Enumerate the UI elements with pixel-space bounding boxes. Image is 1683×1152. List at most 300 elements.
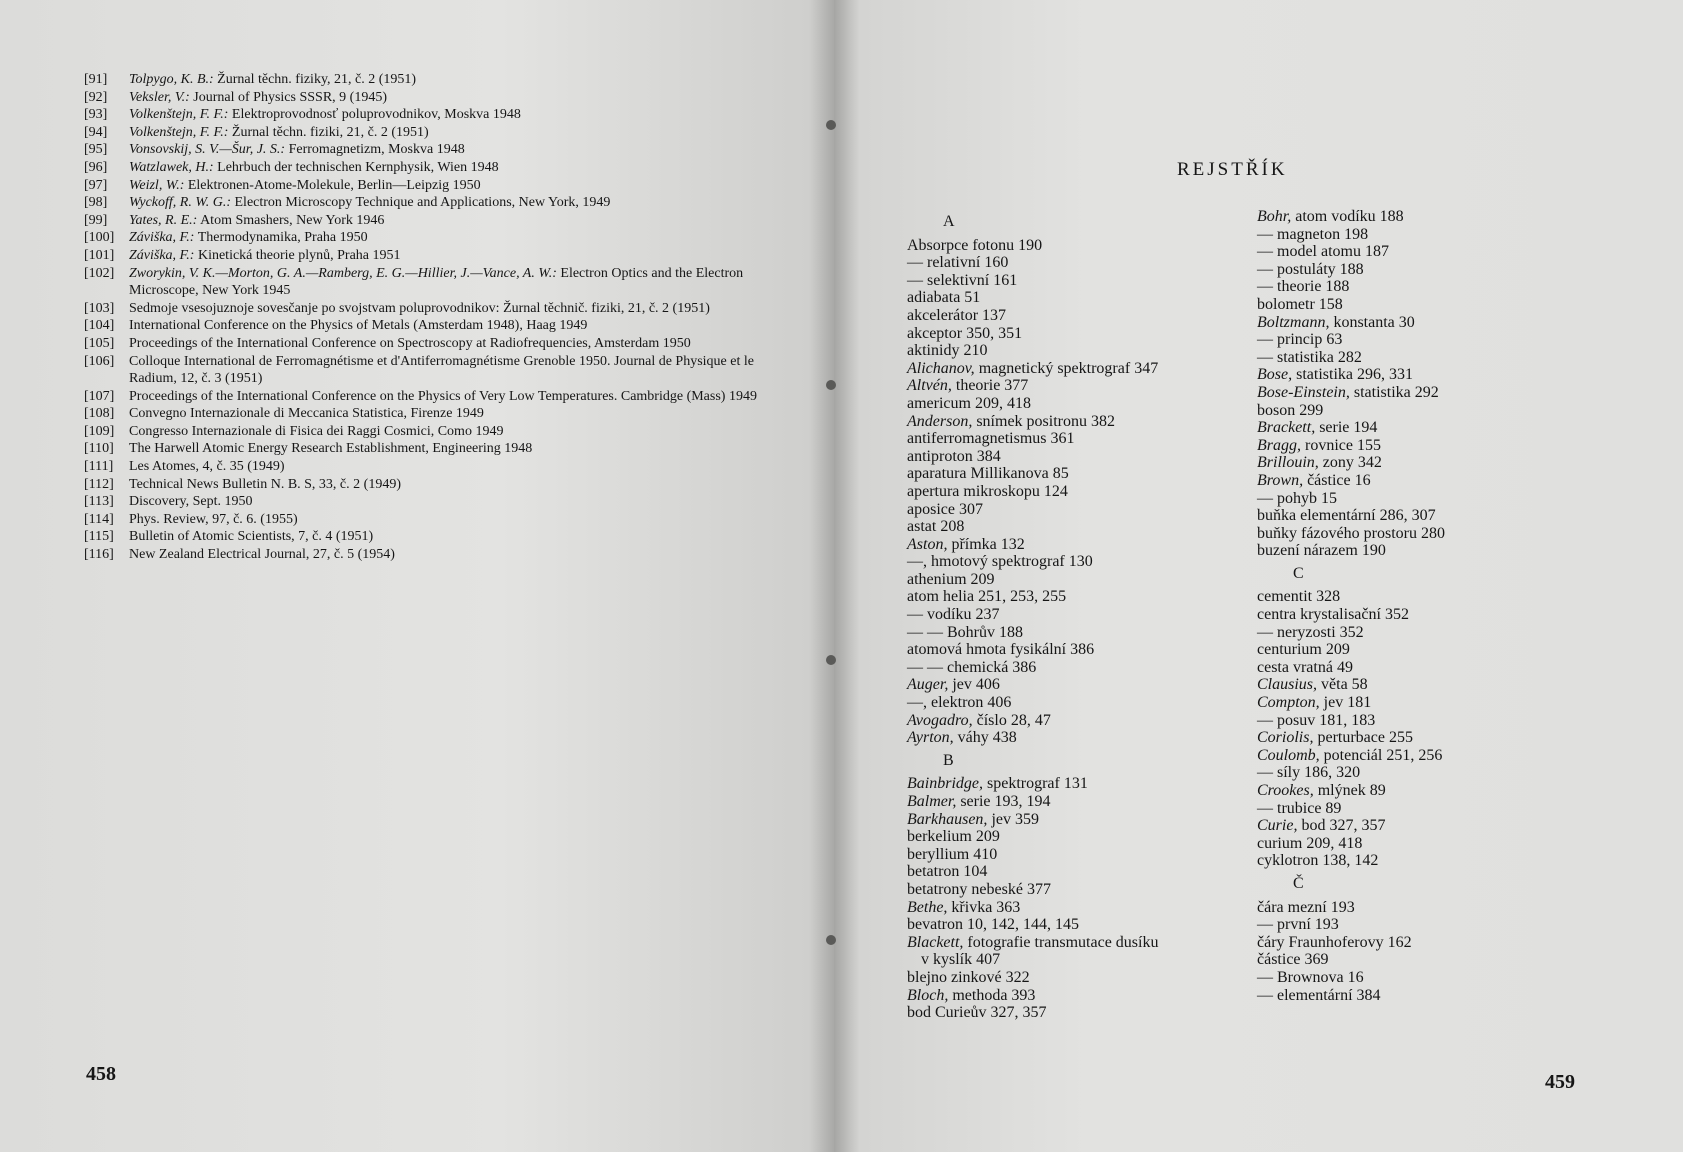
index-entry-name: Blackett, xyxy=(907,933,964,951)
reference-text: Žurnal těchn. fiziki, 21, č. 2 (1951) xyxy=(231,124,429,140)
index-entry-text: boson 299 xyxy=(1257,401,1324,419)
index-entry xyxy=(1257,969,1517,987)
index-entry-text: — první 193 xyxy=(1257,916,1339,934)
index-entry xyxy=(1257,817,1517,835)
reference-number: [94] xyxy=(84,124,108,140)
reference-author: Weizl, W.: xyxy=(129,177,185,193)
reference-number: [93] xyxy=(84,107,108,123)
index-entry-text: americum 209, 418 xyxy=(907,394,1031,412)
binding-stitch-icon xyxy=(826,120,836,130)
reference-item xyxy=(84,528,764,546)
reference-item xyxy=(84,89,764,107)
index-entry xyxy=(907,969,1237,987)
index-entry xyxy=(1257,835,1517,853)
index-entry xyxy=(907,694,1237,712)
index-entry-name: Brackett, xyxy=(1257,419,1316,437)
reference-item xyxy=(84,405,764,423)
index-entry-text: athenium 209 xyxy=(907,570,995,588)
index-entry-text: zony 342 xyxy=(1318,454,1382,472)
reference-text: Les Atomes, 4, č. 35 (1949) xyxy=(129,459,285,475)
index-entry xyxy=(907,1004,1237,1022)
reference-item xyxy=(84,423,764,441)
index-entry xyxy=(1257,606,1517,624)
binding-stitch-icon xyxy=(826,380,836,390)
reference-number: [101] xyxy=(84,247,115,263)
index-entry xyxy=(1257,472,1517,490)
binding-stitch-icon xyxy=(826,655,836,665)
reference-text: Discovery, Sept. 1950 xyxy=(129,494,253,510)
index-entry xyxy=(907,536,1237,554)
reference-number: [105] xyxy=(84,335,115,351)
reference-item xyxy=(84,177,764,195)
reference-number: [106] xyxy=(84,353,115,369)
index-entry xyxy=(1257,934,1517,952)
index-entry-text: konstanta 30 xyxy=(1329,313,1415,331)
reference-text: International Conference on the Physics of Metals (Amsterdam 1948), Haag 1949 xyxy=(129,318,588,334)
index-entry-text: — selektivní 161 xyxy=(907,271,1018,289)
index-entry-text: — pohyb 15 xyxy=(1257,489,1337,507)
reference-text: Congresso Internazionale di Fisica dei Raggi Cosmici, Como 1949 xyxy=(129,423,504,439)
reference-item xyxy=(84,229,764,247)
index-entry-text: fotografie transmutace dusíku xyxy=(963,933,1159,951)
index-entry-name: Balmer, xyxy=(907,793,957,810)
reference-text: Elektroprovodnosť poluprovodnikov, Moskva 1948 xyxy=(231,107,521,123)
index-entry xyxy=(907,448,1237,466)
reference-number: [114] xyxy=(84,511,114,527)
index-entry-name: Aston, xyxy=(907,535,948,553)
index-entry-name: Brillouin, xyxy=(1257,454,1319,472)
reference-author: Yates, R. E.: xyxy=(129,212,198,228)
index-entry-text: částice 16 xyxy=(1303,471,1371,489)
index-entry-text: perturbace 255 xyxy=(1313,729,1413,747)
index-entry xyxy=(907,811,1237,829)
reference-author: Volkenštejn, F. F.: xyxy=(129,107,229,123)
reference-author: Veksler, V.: xyxy=(129,89,190,105)
index-entry-text: aktinidy 210 xyxy=(907,342,988,360)
reference-number: [95] xyxy=(84,142,108,158)
index-entry-text: číslo 28, 47 xyxy=(972,711,1051,729)
index-entry-text: statistika 296, 331 xyxy=(1292,366,1413,384)
index-entry xyxy=(907,237,1237,255)
index-entry xyxy=(1257,296,1517,314)
index-entry-name: Bloch, xyxy=(907,986,949,1004)
reference-item xyxy=(84,247,764,265)
index-entry xyxy=(907,899,1237,917)
index-entry-text: — model atomu 187 xyxy=(1257,243,1389,261)
reference-number: [96] xyxy=(84,159,108,175)
index-entry-name: Bragg, xyxy=(1257,436,1301,454)
index-entry-name: Bose, xyxy=(1257,366,1293,384)
index-entry-text: atom helia 251, 253, 255 xyxy=(907,588,1067,606)
index-entry-text: váhy 438 xyxy=(953,729,1017,747)
index-entry-text: křivka 363 xyxy=(947,898,1021,916)
index-entry xyxy=(907,624,1237,642)
reference-text: Journal of Physics SSSR, 9 (1945) xyxy=(193,89,387,105)
reference-number: [100] xyxy=(84,230,115,246)
index-entry-name: Coulomb, xyxy=(1257,746,1320,764)
index-entry-text: serie 194 xyxy=(1315,419,1378,437)
index-entry xyxy=(907,712,1237,730)
index-entry xyxy=(1257,800,1517,818)
reference-author: Záviška, F.: xyxy=(129,247,195,263)
index-entry-text: bod 327, 357 xyxy=(1297,817,1386,835)
index-entry-text: blejno zinkové 322 xyxy=(907,968,1030,986)
index-entry xyxy=(907,553,1237,571)
index-entry-text: — — Bohrův 188 xyxy=(907,623,1023,641)
reference-text: Lehrbuch der technischen Kernphysik, Wien 1948 xyxy=(217,159,499,175)
index-entry-text: — — chemická 386 xyxy=(907,658,1037,676)
index-entry-text: buňky fázového prostoru 280 xyxy=(1257,524,1445,542)
index-entry-text: — posuv 181, 183 xyxy=(1257,711,1376,729)
index-entry-name: Bethe, xyxy=(907,898,948,916)
index-entry-text: — statistika 282 xyxy=(1257,348,1362,366)
index-entry-text: částice 369 xyxy=(1257,951,1329,969)
index-entry-text: — elementární 384 xyxy=(1257,986,1381,1004)
index-entry xyxy=(1257,747,1517,765)
index-entry-text: bod Curieův 327, 357 xyxy=(907,1004,1047,1022)
index-entry xyxy=(907,501,1237,519)
index-entry-text: serie 193, 194 xyxy=(956,793,1051,810)
index-entry-text: — síly 186, 320 xyxy=(1257,764,1361,782)
reference-number: [107] xyxy=(84,388,115,404)
index-entry xyxy=(907,465,1237,483)
index-entry xyxy=(1257,419,1517,437)
index-entry-text: betatron 104 xyxy=(907,863,988,881)
reference-text: The Harwell Atomic Energy Research Establishment, Engineering 1948 xyxy=(129,441,533,457)
reference-text: Atom Smashers, New York 1946 xyxy=(200,212,385,228)
index-entry-text: bevatron 10, 142, 144, 145 xyxy=(907,916,1079,934)
index-entry-name: Bainbridge, xyxy=(907,775,983,793)
reference-text: Sedmoje vsesojuznoje sovesčanje po svojstvam poluprovodnikov: Žurnal těchnič. fiziki, 21, č. 2 (1951) xyxy=(129,300,710,316)
index-entry-text: jev 359 xyxy=(987,810,1039,828)
index-entry xyxy=(907,325,1237,343)
reference-text: Proceedings of the International Conference on Spectroscopy at Radiofrequencies, Amsterdam 1950 xyxy=(129,335,691,351)
reference-text: Proceedings of the International Conference on the Physics of Very Low Temperatures. Cambridge (Mass) 1949 xyxy=(129,388,757,404)
index-entry-text: v kyslík 407 xyxy=(921,951,1001,969)
index-entry-text: — trubice 89 xyxy=(1257,799,1342,817)
index-entry xyxy=(907,916,1237,934)
index-entry xyxy=(1257,764,1517,782)
reference-item xyxy=(84,71,764,89)
index-entry xyxy=(907,659,1237,677)
index-entry-text: centurium 209 xyxy=(1257,641,1350,659)
index-entry-text: — princip 63 xyxy=(1257,331,1343,349)
index-entry xyxy=(1257,278,1517,296)
index-entry-text: aposice 307 xyxy=(907,500,983,518)
index-entry xyxy=(1257,916,1517,934)
index-entry-name: Bose-Einstein, xyxy=(1257,383,1350,401)
binding-stitch-icon xyxy=(826,935,836,945)
index-entry-text: buzení nárazem 190 xyxy=(1257,542,1386,560)
index-entry-name: Coriolis, xyxy=(1257,729,1314,747)
index-entry-text: theorie 377 xyxy=(951,377,1029,395)
reference-item xyxy=(84,458,764,476)
index-column-right xyxy=(1257,208,1517,1004)
index-entry xyxy=(907,571,1237,589)
index-entry xyxy=(1257,226,1517,244)
index-entry xyxy=(907,342,1237,360)
reference-text: Ferromagnetizm, Moskva 1948 xyxy=(288,142,465,158)
index-entry-text: cementit 328 xyxy=(1257,588,1341,606)
index-entry xyxy=(1257,951,1517,969)
reference-text: Technical News Bulletin N. B. S, 33, č. 2 (1949) xyxy=(129,476,401,492)
index-entry-text: jev 406 xyxy=(948,676,1000,694)
index-entry-text: cesta vratná 49 xyxy=(1257,658,1353,676)
reference-text: Thermodynamika, Praha 1950 xyxy=(197,230,368,246)
index-entry xyxy=(1257,261,1517,279)
index-entry-text: —, elektron 406 xyxy=(907,694,1012,712)
index-entry-name: Alichanov, xyxy=(907,359,975,377)
index-entry xyxy=(1257,676,1517,694)
reference-number: [102] xyxy=(84,265,115,281)
index-entry-text: — postuláty 188 xyxy=(1257,260,1364,278)
index-entry-text: čára mezní 193 xyxy=(1257,898,1355,916)
index-entry-text: antiferromagnetismus 361 xyxy=(907,430,1075,448)
reference-text: New Zealand Electrical Journal, 27, č. 5 (1954) xyxy=(129,547,395,563)
index-entry-text: statistika 292 xyxy=(1349,383,1439,401)
index-entry-text: antiproton 384 xyxy=(907,447,1001,465)
index-letter-heading: B xyxy=(943,751,954,769)
index-entry xyxy=(907,846,1237,864)
index-letter-heading: A xyxy=(943,213,955,230)
index-title: REJSTŘÍK xyxy=(1177,159,1288,180)
index-entry-name: Ayrton, xyxy=(907,729,954,747)
index-entry xyxy=(1257,454,1517,472)
index-entry-text: akceptor 350, 351 xyxy=(907,324,1023,342)
index-entry-text: mlýnek 89 xyxy=(1313,782,1386,799)
index-entry xyxy=(907,272,1237,290)
index-entry xyxy=(907,588,1237,606)
index-entry-text: rovnice 155 xyxy=(1301,436,1381,454)
index-entry xyxy=(907,430,1237,448)
index-entry-name: Barkhausen, xyxy=(907,810,988,828)
index-entry-text: přímka 132 xyxy=(947,535,1025,553)
index-entry xyxy=(907,934,1237,952)
reference-text: Kinetická theorie plynů, Praha 1951 xyxy=(197,247,401,263)
index-entry xyxy=(1257,507,1517,525)
index-entry-text: spektrograf 131 xyxy=(983,775,1088,793)
index-entry-text: —, hmotový spektrograf 130 xyxy=(907,553,1093,571)
reference-author: Watzlawek, H.: xyxy=(129,159,214,175)
index-entry xyxy=(907,395,1237,413)
index-entry-text: Absorpce fotonu 190 xyxy=(907,236,1043,254)
index-entry xyxy=(1257,331,1517,349)
index-entry-text: adiabata 51 xyxy=(907,289,981,307)
index-entry-text: methoda 393 xyxy=(948,986,1036,1004)
reference-item xyxy=(84,317,764,335)
right-page xyxy=(834,0,1683,1152)
index-entry xyxy=(1257,694,1517,712)
index-entry-text: magnetický spektrograf 347 xyxy=(974,359,1159,377)
index-entry-text: cyklotron 138, 142 xyxy=(1257,852,1379,870)
reference-item xyxy=(84,124,764,142)
index-entry-name: Clausius, xyxy=(1257,676,1318,694)
index-entry-name: Brown, xyxy=(1257,471,1304,489)
reference-number: [112] xyxy=(84,476,114,492)
index-entry-text: snímek positronu 382 xyxy=(972,412,1115,430)
index-entry xyxy=(907,676,1237,694)
index-entry-name: Boltzmann, xyxy=(1257,313,1330,331)
index-entry-name: Anderson, xyxy=(907,412,973,430)
reference-item xyxy=(84,511,764,529)
reference-author: Zworykin, V. K.—Morton, G. A.—Ramberg, E. G.—Hillier, J.—Vance, A. W.: xyxy=(129,265,557,281)
index-entry xyxy=(907,518,1237,536)
reference-item xyxy=(84,353,764,388)
index-column-left xyxy=(907,208,1237,1022)
index-entry-text: astat 208 xyxy=(907,518,965,536)
index-entry-text: věta 58 xyxy=(1317,676,1368,694)
index-entry-text: betatrony nebeské 377 xyxy=(907,880,1051,898)
index-entry-text: buňka elementární 286, 307 xyxy=(1257,507,1436,525)
reference-number: [92] xyxy=(84,89,108,105)
index-entry-text: apertura mikroskopu 124 xyxy=(907,482,1068,500)
index-entry xyxy=(907,881,1237,899)
index-entry xyxy=(907,775,1237,793)
index-entry xyxy=(907,413,1237,431)
index-entry-text: potenciál 251, 256 xyxy=(1319,746,1443,764)
reference-text: Elektronen-Atome-Molekule, Berlin—Leipzig 1950 xyxy=(187,177,481,193)
page-number-left: 458 xyxy=(86,1063,116,1085)
reference-number: [113] xyxy=(84,494,114,510)
index-entry xyxy=(1257,243,1517,261)
reference-author: Wyckoff, R. W. G.: xyxy=(129,195,231,211)
index-entry-name: Auger, xyxy=(907,676,949,694)
index-entry-name: Curie, xyxy=(1257,817,1298,835)
index-entry-text: jev 181 xyxy=(1319,694,1372,712)
index-entry-text: beryllium 410 xyxy=(907,845,998,863)
page-number-right: 459 xyxy=(1545,1071,1575,1093)
index-letter-heading: Č xyxy=(1293,874,1304,892)
index-entry xyxy=(1257,402,1517,420)
reference-number: [110] xyxy=(84,441,114,457)
index-entry xyxy=(1257,852,1517,870)
index-entry xyxy=(907,987,1237,1005)
index-entry-text: aparatura Millikanova 85 xyxy=(907,465,1069,483)
index-entry xyxy=(1257,314,1517,332)
reference-number: [115] xyxy=(84,529,114,545)
reference-item xyxy=(84,493,764,511)
index-entry-text: bolometr 158 xyxy=(1257,295,1343,313)
index-entry-text: — theorie 188 xyxy=(1257,278,1350,296)
index-entry-name: Compton, xyxy=(1257,694,1320,712)
reference-text: Bulletin of Atomic Scientists, 7, č. 4 (1951) xyxy=(129,529,374,545)
index-entry xyxy=(907,606,1237,624)
index-entry xyxy=(1257,437,1517,455)
index-entry xyxy=(907,377,1237,395)
reference-text: Convegno Internazionale di Meccanica Statistica, Firenze 1949 xyxy=(129,406,484,422)
reference-item xyxy=(84,212,764,230)
index-entry xyxy=(1257,729,1517,747)
index-entry xyxy=(1257,588,1517,606)
index-entry-text: — vodíku 237 xyxy=(907,606,1000,624)
index-entry xyxy=(1257,641,1517,659)
index-entry xyxy=(907,483,1237,501)
reference-item xyxy=(84,335,764,353)
index-entry xyxy=(907,641,1237,659)
reference-number: [99] xyxy=(84,212,108,228)
index-entry xyxy=(907,828,1237,846)
reference-item xyxy=(84,440,764,458)
index-entry-name: Crookes, xyxy=(1257,782,1314,799)
reference-text: Electron Optics and the Electron Microscope, New York 1945 xyxy=(129,265,744,299)
index-entry xyxy=(907,863,1237,881)
reference-number: [109] xyxy=(84,423,115,439)
reference-number: [111] xyxy=(84,459,114,475)
reference-number: [104] xyxy=(84,318,115,334)
index-entry xyxy=(1257,490,1517,508)
index-entry xyxy=(907,289,1237,307)
reference-item xyxy=(84,106,764,124)
index-entry-text: — neryzosti 352 xyxy=(1257,623,1364,641)
bibliography-list xyxy=(84,71,764,564)
index-entry xyxy=(907,307,1237,325)
index-entry-name: Bohr, xyxy=(1257,208,1292,225)
index-entry xyxy=(1257,659,1517,677)
reference-number: [97] xyxy=(84,177,108,193)
index-letter-heading: C xyxy=(1293,564,1304,582)
reference-author: Vonsovskij, S. V.—Šur, J. S.: xyxy=(129,142,286,158)
reference-number: [98] xyxy=(84,195,108,211)
reference-item xyxy=(84,388,764,406)
index-entry xyxy=(907,254,1237,272)
index-entry xyxy=(1257,624,1517,642)
index-entry xyxy=(1257,542,1517,560)
reference-number: [91] xyxy=(84,72,108,87)
index-entry-text: curium 209, 418 xyxy=(1257,834,1363,852)
reference-number: [103] xyxy=(84,300,115,316)
index-entry-text: akcelerátor 137 xyxy=(907,306,1007,324)
index-entry xyxy=(907,951,1237,969)
reference-text: Phys. Review, 97, č. 6. (1955) xyxy=(129,511,298,527)
reference-text: Electron Microscopy Technique and Applications, New York, 1949 xyxy=(234,195,611,211)
index-entry xyxy=(1257,712,1517,730)
reference-author: Tolpygo, K. B.: xyxy=(129,72,214,87)
index-entry-text: atom vodíku 188 xyxy=(1291,208,1404,225)
reference-text: Žurnal těchn. fiziky, 21, č. 2 (1951) xyxy=(217,72,417,87)
index-entry xyxy=(907,729,1237,747)
reference-author: Volkenštejn, F. F.: xyxy=(129,124,229,140)
reference-item xyxy=(84,141,764,159)
reference-item xyxy=(84,265,764,300)
index-entry xyxy=(1257,525,1517,543)
reference-item xyxy=(84,159,764,177)
index-entry xyxy=(1257,366,1517,384)
index-entry-text: centra krystalisační 352 xyxy=(1257,606,1409,624)
reference-number: [116] xyxy=(84,547,114,563)
index-entry xyxy=(1257,899,1517,917)
reference-item xyxy=(84,194,764,212)
index-entry xyxy=(1257,987,1517,1005)
index-entry-name: Altvén, xyxy=(907,377,952,395)
reference-number: [108] xyxy=(84,406,115,422)
index-entry xyxy=(1257,349,1517,367)
index-entry xyxy=(907,360,1237,378)
index-entry xyxy=(1257,782,1517,800)
index-entry-text: čáry Fraunhoferovy 162 xyxy=(1257,933,1412,951)
index-entry xyxy=(907,793,1237,811)
reference-item xyxy=(84,476,764,494)
index-entry-text: — magneton 198 xyxy=(1257,225,1369,243)
reference-item xyxy=(84,546,764,564)
index-entry-text: — relativní 160 xyxy=(907,254,1009,272)
index-entry-text: atomová hmota fysikální 386 xyxy=(907,641,1095,659)
reference-item xyxy=(84,300,764,318)
index-entry-text: berkelium 209 xyxy=(907,828,1000,846)
left-page xyxy=(0,0,834,1152)
index-entry xyxy=(1257,208,1517,226)
index-entry-text: — Brownova 16 xyxy=(1257,968,1364,986)
reference-author: Záviška, F.: xyxy=(129,230,195,246)
